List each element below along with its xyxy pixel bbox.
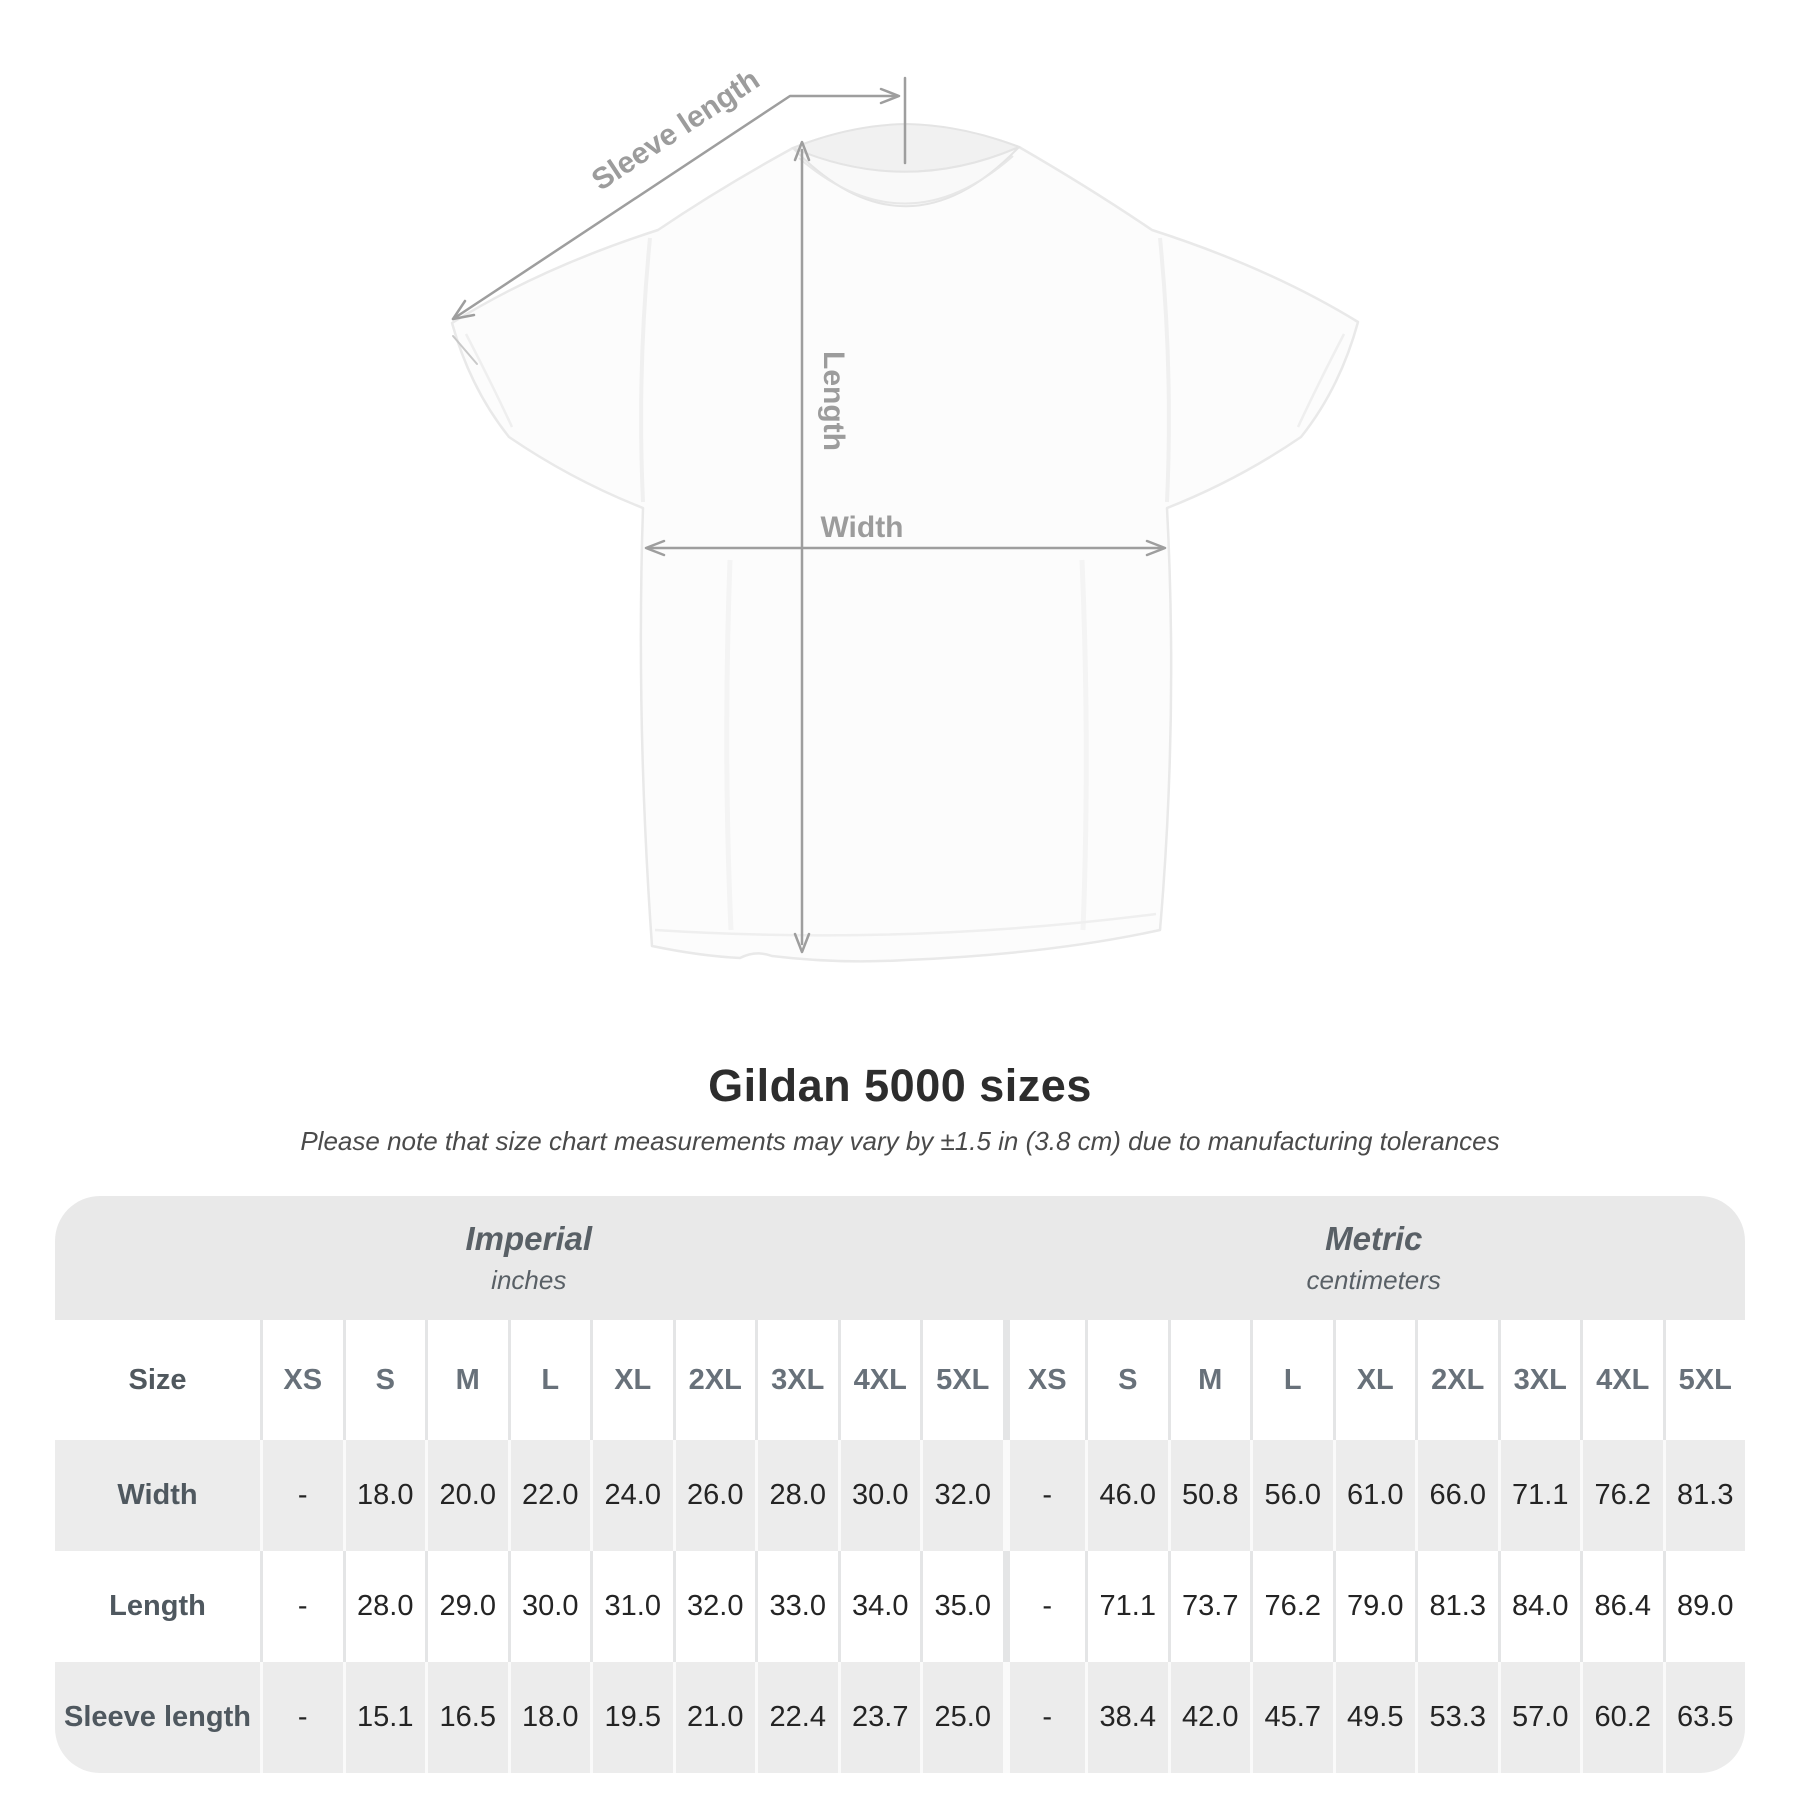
size-table [55,1196,1745,1773]
table-cell: 71.1 [1085,1551,1168,1662]
table-cell: 26.0 [673,1440,756,1551]
table-cell: - [1003,1551,1086,1662]
length-label: Length [817,351,850,451]
table-cell: 25.0 [920,1662,1003,1773]
size-header-imperial-4xl: 4XL [838,1320,921,1440]
imperial-sublabel: inches [491,1265,567,1295]
sleeve-length-label: Sleeve length [586,62,766,198]
table-cell: 22.4 [755,1662,838,1773]
table-cell: 86.4 [1580,1551,1663,1662]
size-header-metric-5xl: 5XL [1663,1320,1746,1440]
metric-sublabel: centimeters [1306,1265,1441,1295]
size-header-metric-2xl: 2XL [1415,1320,1498,1440]
tshirt-outline [452,125,1358,961]
table-cell: 32.0 [673,1551,756,1662]
table-cell: 57.0 [1498,1662,1581,1773]
table-cell: 19.5 [590,1662,673,1773]
size-header-imperial-xs: XS [260,1320,343,1440]
width-label: Width [820,511,904,544]
table-cell: 16.5 [425,1662,508,1773]
table-cell: - [260,1662,343,1773]
table-cell: 18.0 [508,1662,591,1773]
size-header-imperial-5xl: 5XL [920,1320,1003,1440]
page-title: Gildan 5000 sizes [708,1060,1092,1111]
table-cell: 73.7 [1168,1551,1251,1662]
row-label-sleeve-length: Sleeve length [55,1662,260,1773]
table-cell: 66.0 [1415,1440,1498,1551]
table-cell: 50.8 [1168,1440,1251,1551]
table-cell: 76.2 [1580,1440,1663,1551]
size-header-metric-l: L [1250,1320,1333,1440]
metric-header [1003,1196,1746,1320]
table-cell: 81.3 [1415,1551,1498,1662]
tolerance-note: Please note that size chart measurements may vary by ±1.5 in (3.8 cm) due to manufacturing tolerances [300,1126,1500,1156]
table-cell: 38.4 [1085,1662,1168,1773]
table-cell: 53.3 [1415,1662,1498,1773]
size-header-metric-s: S [1085,1320,1168,1440]
table-cell: 34.0 [838,1551,921,1662]
table-cell: - [260,1440,343,1551]
size-header-imperial-2xl: 2XL [673,1320,756,1440]
table-cell: 23.7 [838,1662,921,1773]
size-header-metric-xl: XL [1333,1320,1416,1440]
table-cell: 15.1 [343,1662,426,1773]
table-cell: 18.0 [343,1440,426,1551]
size-col-header: Size [55,1320,260,1440]
table-cell: 24.0 [590,1440,673,1551]
table-cell: 84.0 [1498,1551,1581,1662]
size-header-imperial-3xl: 3XL [755,1320,838,1440]
metric-label: Metric [1325,1220,1423,1257]
size-header-metric-m: M [1168,1320,1251,1440]
size-header-metric-4xl: 4XL [1580,1320,1663,1440]
table-cell: 33.0 [755,1551,838,1662]
table-cell: 22.0 [508,1440,591,1551]
row-label-width: Width [55,1440,260,1551]
imperial-label: Imperial [465,1220,593,1257]
table-cell: 31.0 [590,1551,673,1662]
size-header-imperial-xl: XL [590,1320,673,1440]
table-cell: 35.0 [920,1551,1003,1662]
table-cell: 28.0 [755,1440,838,1551]
table-cell: 81.3 [1663,1440,1746,1551]
table-cell: 46.0 [1085,1440,1168,1551]
size-header-imperial-s: S [343,1320,426,1440]
sleeve-length-arrowhead [453,301,474,319]
table-cell: 30.0 [508,1551,591,1662]
table-cell: 60.2 [1580,1662,1663,1773]
table-cell: 79.0 [1333,1551,1416,1662]
table-cell: 89.0 [1663,1551,1746,1662]
table-cell: - [1003,1662,1086,1773]
table-cell: 28.0 [343,1551,426,1662]
table-cell: 63.5 [1663,1662,1746,1773]
table-cell: 20.0 [425,1440,508,1551]
table-cell: 76.2 [1250,1551,1333,1662]
table-cell: 29.0 [425,1551,508,1662]
table-cell: - [1003,1440,1086,1551]
size-header-metric-xs: XS [1003,1320,1086,1440]
table-cell: 42.0 [1168,1662,1251,1773]
table-cell: 61.0 [1333,1440,1416,1551]
table-cell: 49.5 [1333,1662,1416,1773]
imperial-header [55,1196,1003,1320]
table-cell: 56.0 [1250,1440,1333,1551]
table-cell: 45.7 [1250,1662,1333,1773]
row-label-length: Length [55,1551,260,1662]
table-cell: - [260,1551,343,1662]
table-cell: 21.0 [673,1662,756,1773]
size-header-imperial-l: L [508,1320,591,1440]
table-cell: 32.0 [920,1440,1003,1551]
size-header-metric-3xl: 3XL [1498,1320,1581,1440]
size-header-imperial-m: M [425,1320,508,1440]
table-cell: 71.1 [1498,1440,1581,1551]
table-cell: 30.0 [838,1440,921,1551]
